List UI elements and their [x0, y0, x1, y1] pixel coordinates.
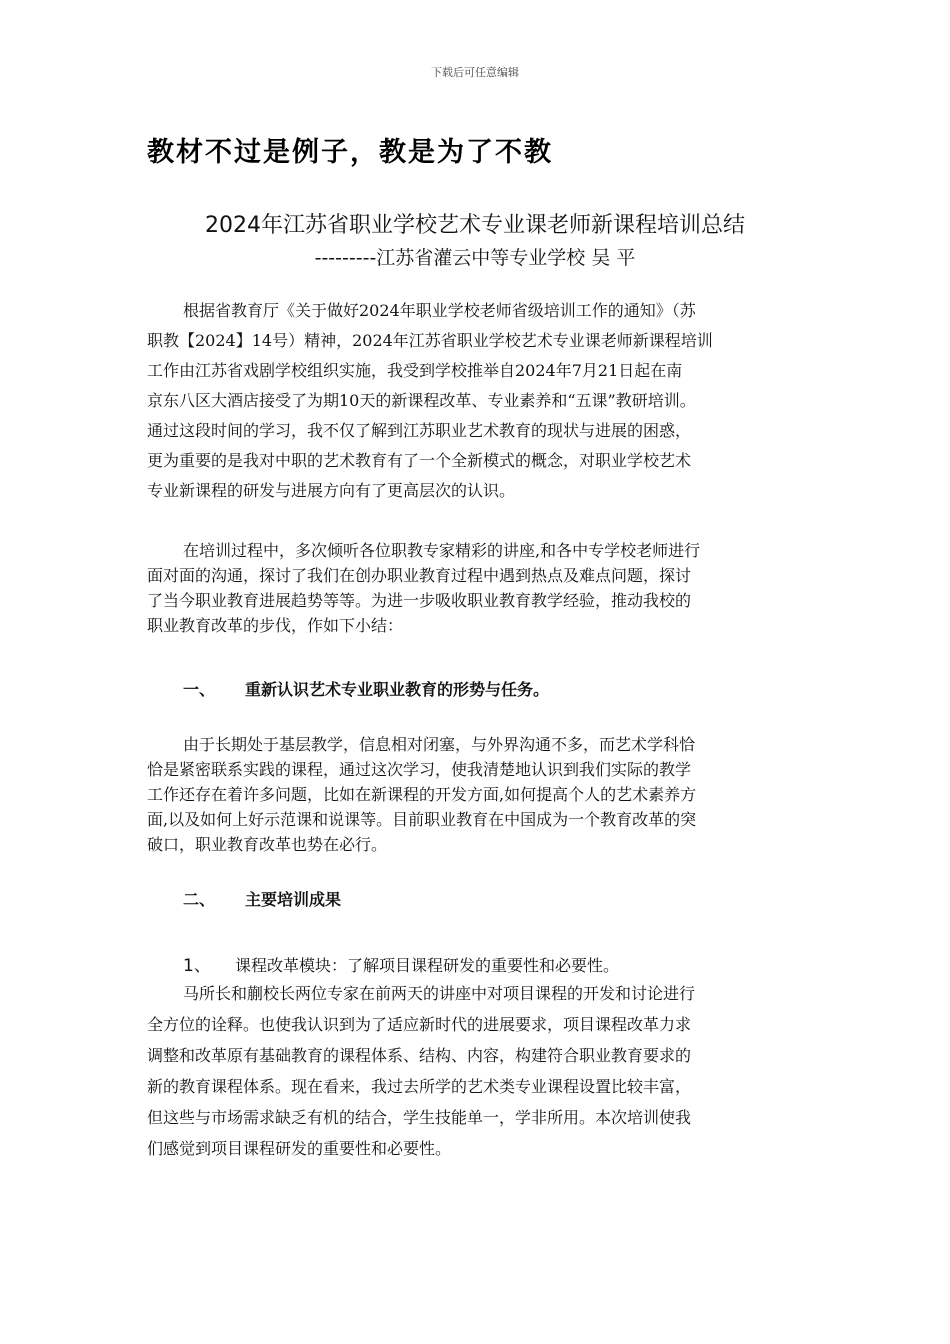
document-subtitle: ---------江苏省灌云中等专业学校 吴 平 [314, 247, 636, 269]
section-number: 二、 [183, 890, 216, 909]
subsection-heading-text: 课程改革模块：了解项目课程研发的重要性和必要性。 [235, 956, 620, 975]
paragraph-line: 根据省教育厅《关于做好2024年职业学校老师省级培训工作的通知》（苏 [183, 301, 696, 320]
paragraph-line: 马所长和蒯校长两位专家在前两天的讲座中对项目课程的开发和讨论进行 [183, 984, 696, 1003]
paragraph-line: 专业新课程的研发与进展方向有了更高层次的认识。 [147, 481, 516, 500]
paragraph-line: 调整和改革原有基础教育的课程体系、结构、内容，构建符合职业教育要求的 [147, 1046, 692, 1065]
paragraph-situation [147, 732, 807, 857]
paragraph-line: 面对面的沟通，探讨了我们在创办职业教育过程中遇到热点及难点问题，探讨 [147, 566, 692, 585]
section-heading-1 [183, 677, 549, 700]
section-heading-2 [183, 887, 341, 910]
paragraph-line: 但这些与市场需求缺乏有机的结合，学生技能单一，学非所用。本次培训使我 [147, 1108, 692, 1127]
paragraph-line: 京东八区大酒店接受了为期10天的新课程改革、专业素养和“五课”教研培训。 [147, 391, 696, 410]
paragraph-line: 们感觉到项目课程研发的重要性和必要性。 [147, 1139, 452, 1158]
paragraph-line: 职业教育改革的步伐，作如下小结： [147, 616, 404, 635]
section-heading-text: 主要培训成果 [245, 890, 342, 909]
paragraph-curriculum [147, 978, 807, 1164]
paragraph-line: 恰是紧密联系实践的课程，通过这次学习，使我清楚地认识到我们实际的教学 [147, 760, 692, 779]
header-note: 下载后可任意编辑 [431, 66, 519, 79]
paragraph-line: 职教【2024】14号）精神，2024年江苏省职业学校艺术专业课老师新课程培训 [147, 331, 713, 350]
paragraph-line: 工作还存在着许多问题，比如在新课程的开发方面,如何提高个人的艺术素养方 [147, 785, 697, 804]
section-heading-text: 重新认识艺术专业职业教育的形势与任务。 [245, 680, 550, 699]
paragraph-line: 新的教育课程体系。现在看来，我过去所学的艺术类专业课程设置比较丰富， [147, 1077, 692, 1096]
document-title: 2024年江苏省职业学校艺术专业课老师新课程培训总结 [205, 213, 745, 238]
paragraph-line: 面,以及如何上好示范课和说课等。目前职业教育在中国成为一个教育改革的突 [147, 810, 697, 829]
paragraph-line: 更为重要的是我对中职的艺术教育有了一个全新模式的概念，对职业学校艺术 [147, 451, 692, 470]
motto-heading: 教材不过是例子，教是为了不教 [147, 137, 553, 168]
section-number: 一、 [183, 680, 216, 699]
paragraph-line: 工作由江苏省戏剧学校组织实施，我受到学校推举自2024年7月21日起在南 [147, 361, 683, 380]
paragraph-line: 了当今职业教育进展趋势等等。为进一步吸收职业教育教学经验，推动我校的 [147, 591, 692, 610]
paragraph-intro [147, 296, 807, 506]
paragraph-line: 在培训过程中，多次倾听各位职教专家精彩的讲座,和各中专学校老师进行 [183, 541, 701, 560]
subsection-heading-1 [183, 951, 619, 976]
paragraph-line: 通过这段时间的学习，我不仅了解到江苏职业艺术教育的现状与进展的困惑， [147, 421, 692, 440]
paragraph-line: 破口，职业教育改革也势在必行。 [147, 835, 388, 854]
paragraph-training [147, 538, 807, 638]
paragraph-line: 全方位的诠释。也使我认识到为了适应新时代的进展要求，项目课程改革力求 [147, 1015, 692, 1034]
paragraph-line: 由于长期处于基层教学，信息相对闭塞，与外界沟通不多，而艺术学科恰 [183, 735, 696, 754]
subsection-number: 1、 [183, 956, 211, 976]
